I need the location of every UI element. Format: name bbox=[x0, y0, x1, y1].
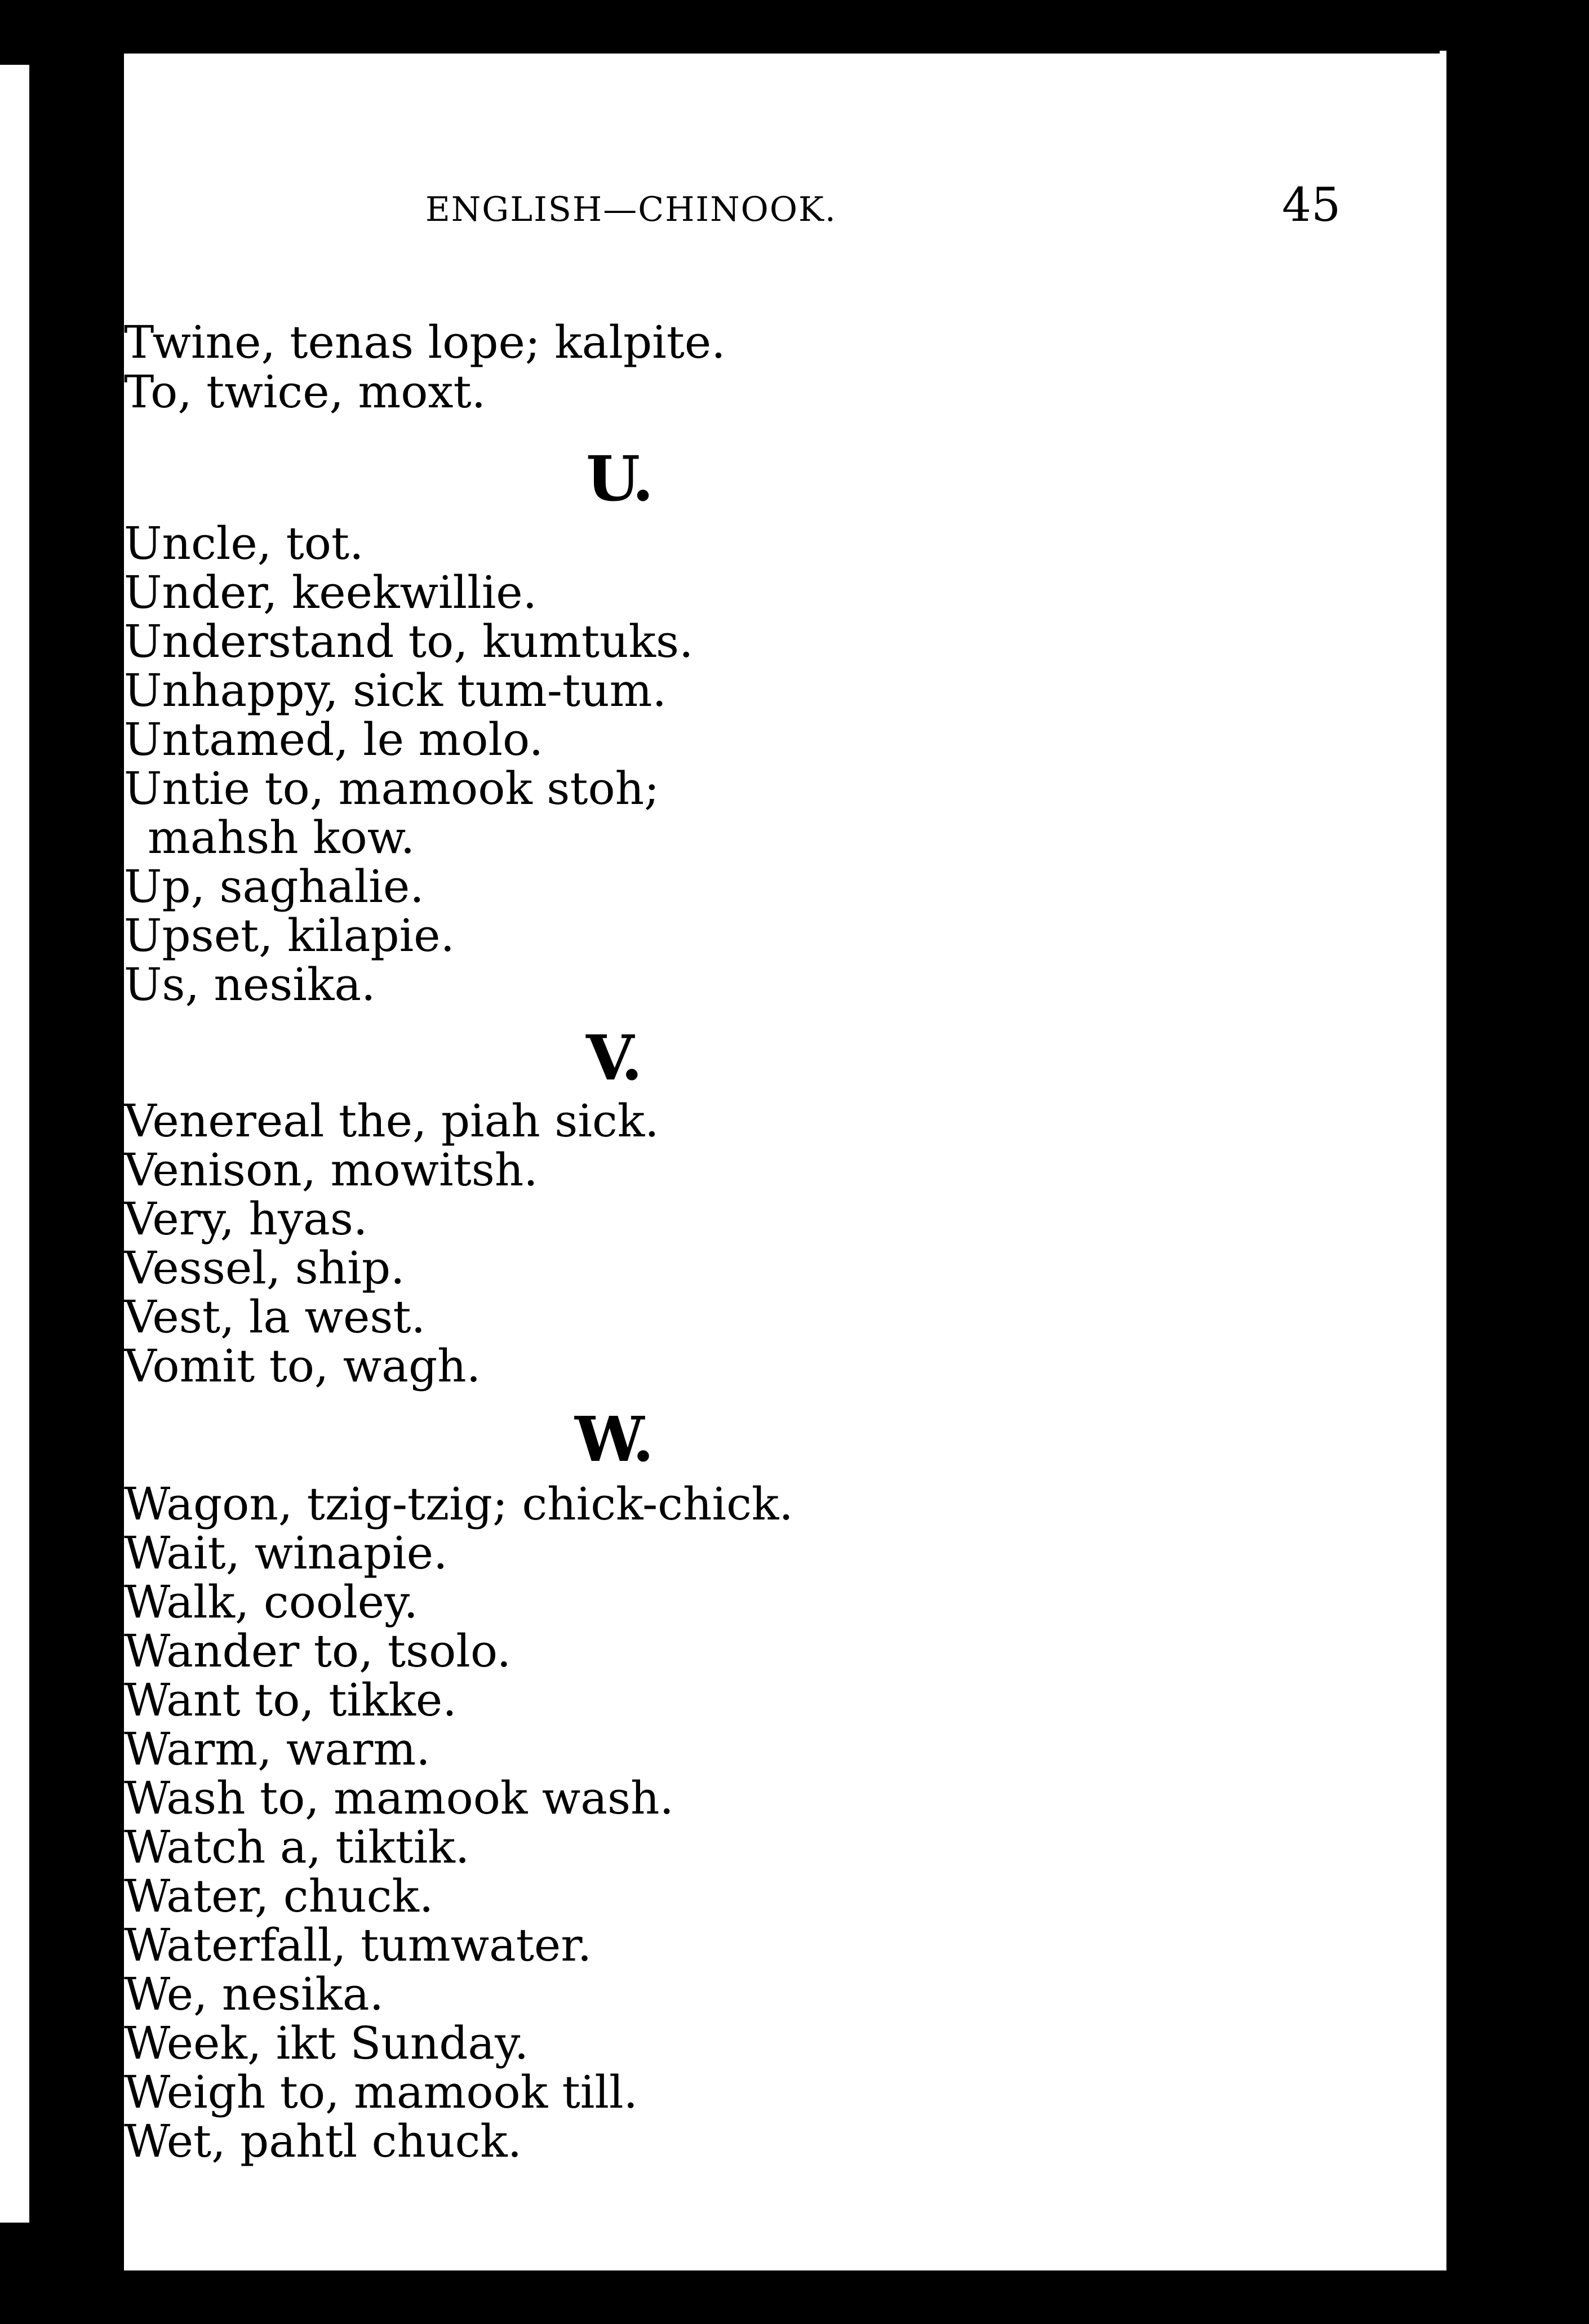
dictionary-entry: Twine, tenas lope; kalpite. bbox=[124, 316, 726, 368]
dictionary-entry: Vest, la west. bbox=[124, 1291, 425, 1343]
dictionary-entry: Waterfall, tumwater. bbox=[124, 1919, 592, 1971]
dictionary-entry: To, twice, moxt. bbox=[124, 366, 486, 418]
dictionary-entry: Wash to, mamook wash. bbox=[124, 1772, 674, 1824]
dictionary-entry: Warm, warm. bbox=[124, 1723, 430, 1775]
dictionary-entry: Watch a, tiktik. bbox=[124, 1821, 470, 1873]
dictionary-entry: Venereal the, piah sick. bbox=[124, 1095, 659, 1147]
running-header: ENGLISH—CHINOOK. bbox=[425, 190, 837, 229]
dictionary-entry: Wait, winapie. bbox=[124, 1527, 448, 1579]
dictionary-entry: Up, saghalie. bbox=[124, 860, 424, 913]
dictionary-entry: Wander to, tsolo. bbox=[124, 1625, 512, 1677]
dictionary-entry: We, nesika. bbox=[124, 1968, 384, 2020]
page-number: 45 bbox=[1282, 179, 1341, 232]
dictionary-entry: Walk, cooley. bbox=[124, 1576, 418, 1628]
dictionary-entry: Upset, kilapie. bbox=[124, 909, 455, 962]
dictionary-entry-continuation: mahsh kow. bbox=[148, 811, 415, 864]
book-page bbox=[113, 54, 1440, 2270]
dictionary-entry: Vomit to, wagh. bbox=[124, 1340, 481, 1392]
dictionary-entry: Venison, mowitsh. bbox=[124, 1144, 538, 1196]
dictionary-entry: Understand to, kumtuks. bbox=[124, 615, 694, 668]
dictionary-entry: Us, nesika. bbox=[124, 958, 376, 1011]
dictionary-entry: Untamed, le molo. bbox=[124, 713, 544, 766]
dictionary-entry: Untie to, mamook stoh; bbox=[124, 762, 660, 815]
dictionary-entry: Wagon, tzig-tzig; chick-chick. bbox=[124, 1478, 793, 1530]
dictionary-entry: Want to, tikke. bbox=[124, 1674, 457, 1726]
page-fore-edge bbox=[1440, 51, 1446, 2270]
dictionary-entry: Week, ikt Sunday. bbox=[124, 2017, 529, 2069]
dictionary-entry: Water, chuck. bbox=[124, 1870, 434, 1922]
dictionary-entry: Vessel, ship. bbox=[124, 1242, 405, 1294]
dictionary-entry: Uncle, tot. bbox=[124, 517, 364, 570]
dictionary-entry: Very, hyas. bbox=[124, 1193, 368, 1245]
adjacent-page-edge bbox=[0, 65, 29, 2223]
section-heading-u: U. bbox=[586, 442, 652, 515]
dictionary-entry: Weigh to, mamook till. bbox=[124, 2066, 638, 2118]
dictionary-entry: Under, keekwillie. bbox=[124, 566, 538, 619]
dictionary-entry: Unhappy, sick tum-tum. bbox=[124, 664, 667, 717]
dictionary-entry: Wet, pahtl chuck. bbox=[124, 2115, 522, 2167]
section-heading-w: W. bbox=[575, 1403, 652, 1476]
section-heading-v: V. bbox=[586, 1021, 641, 1094]
